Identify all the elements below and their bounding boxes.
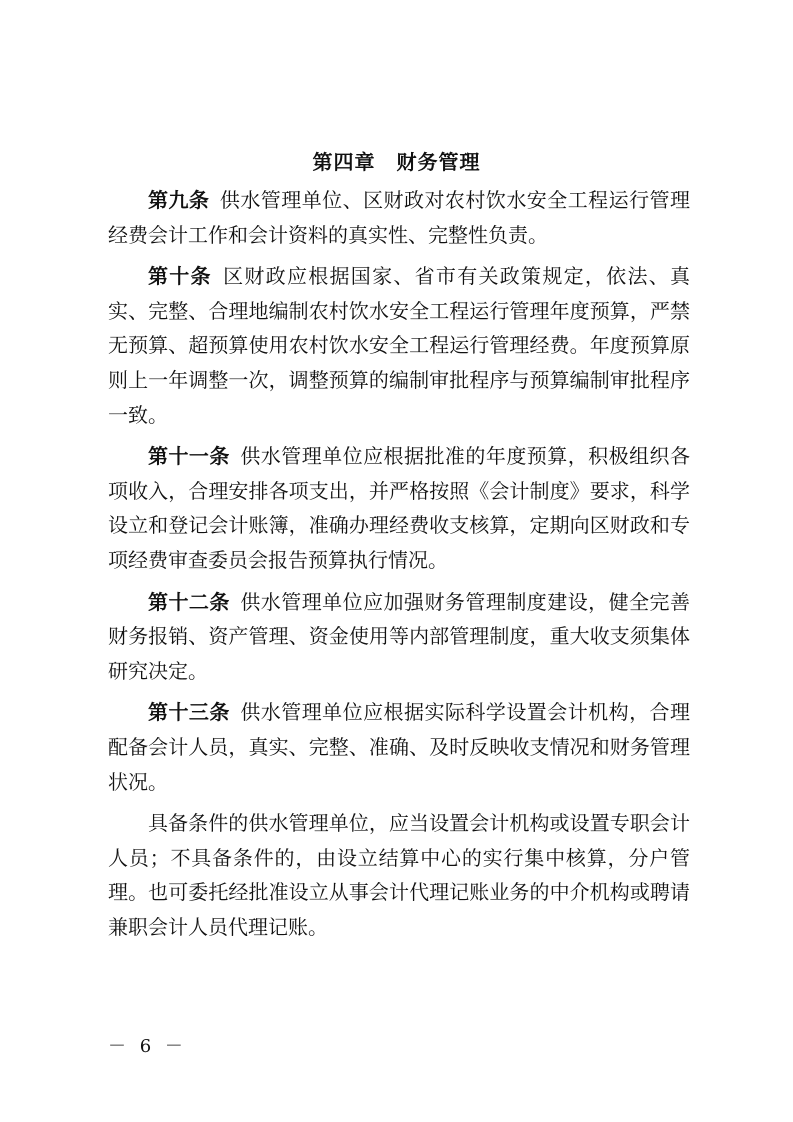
article-label: 第十一条 [148, 444, 230, 469]
article-10 [108, 259, 690, 432]
article-11 [108, 439, 690, 577]
article-label: 第十条 [148, 264, 212, 289]
article-label: 第九条 [148, 188, 210, 212]
article-text: 供水管理单位应根据实际科学设置会计机构，合理配备会计人员，真实、完整、准确、及时反映收支情况和财务管理状况。 [108, 700, 691, 794]
article-12 [108, 585, 690, 689]
article-text: 供水管理单位、区财政对农村饮水安全工程运行管理经费会计工作和会计资料的真实性、完整性负责。 [108, 188, 691, 247]
article-13 [108, 695, 690, 799]
article-text: 供水管理单位应加强财务管理制度建设，健全完善财务报销、资产管理、资金使用等内部管理制度，重大收支须集体研究决定。 [108, 589, 691, 683]
body-text [108, 183, 690, 951]
article-label: 第十二条 [148, 589, 230, 614]
article-text: 区财政应根据国家、省市有关政策规定，依法、真实、完整、合理地编制农村饮水安全工程运行管理年度预算，严禁无预算、超预算使用农村饮水安全工程运行管理经费。年度预算原则上一年调整一次，调整预算的编制审批程序与预算编制审批程序一致。 [108, 264, 691, 427]
extra-paragraph: 具备条件的供水管理单位，应当设置会计机构或设置专职会计人员；不具备条件的，由设立结算中心的实行集中核算，分户管理。也可委托经批准设立从事会计代理记账业务的中介机构或聘请兼职会计人员代理记账。 [108, 811, 690, 939]
page-number: － 6 － [108, 1036, 187, 1057]
article-9 [108, 183, 690, 252]
article-label: 第十三条 [148, 700, 230, 725]
article-text: 供水管理单位应根据批准的年度预算，积极组织各项收入，合理安排各项支出，并严格按照《会计制度》要求，科学设立和登记会计账簿，准确办理经费收支核算，定期向区财政和专项经费审查委员会报告预算执行情况。 [108, 444, 691, 572]
chapter-title: 第四章 财务管理 [312, 150, 481, 174]
